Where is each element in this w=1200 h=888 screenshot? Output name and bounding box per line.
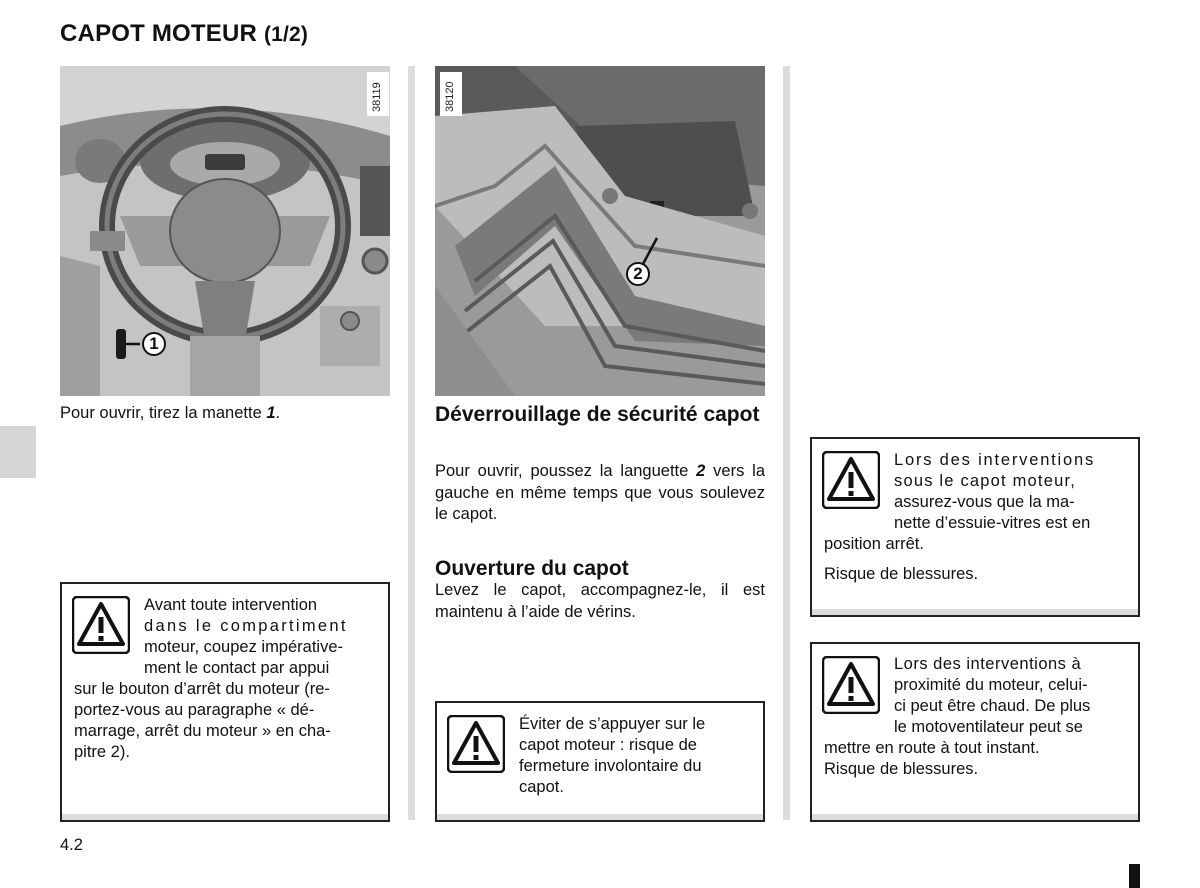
column-separator-2 bbox=[783, 66, 790, 820]
warning-line: ci peut être chaud. De plus bbox=[894, 697, 1091, 715]
column-separator-1 bbox=[408, 66, 415, 820]
warning-triangle-icon bbox=[822, 451, 880, 509]
page-title bbox=[60, 20, 308, 48]
warning-line: Éviter de s’appuyer sur le bbox=[519, 715, 706, 733]
engine-bay-illustration bbox=[435, 66, 765, 396]
warning-line: marrage, arrêt du moteur » en cha- bbox=[74, 722, 331, 740]
warning-line: portez-vous au paragraphe « dé- bbox=[74, 701, 315, 719]
warning-triangle-icon bbox=[822, 656, 880, 714]
paragraph-ref: 2 bbox=[696, 462, 706, 480]
warning-line: sous le capot moteur, bbox=[894, 472, 1077, 490]
image-number-left: 38119 bbox=[371, 82, 383, 112]
dashboard-illustration bbox=[60, 66, 390, 396]
warning-box-engine-off bbox=[60, 582, 390, 822]
section-tab bbox=[0, 426, 36, 478]
page-number: 4.2 bbox=[60, 836, 83, 854]
heading-safety-unlock: Déverrouillage de sécurité capot bbox=[435, 403, 760, 426]
warning-triangle-icon bbox=[447, 715, 505, 773]
warning-line: dans le compartiment bbox=[144, 617, 348, 635]
warning-box-bonnet-lean bbox=[435, 701, 765, 822]
warning-line: Avant toute intervention bbox=[144, 596, 318, 614]
warning-line: Lors des interventions à bbox=[894, 655, 1082, 673]
image-number-right: 38120 bbox=[444, 81, 456, 112]
warning-line: moteur, coupez impérative- bbox=[144, 638, 344, 656]
warning-line: position arrêt. bbox=[824, 535, 924, 553]
warning-line: pitre 2). bbox=[74, 743, 130, 761]
paragraph-open-bonnet: Levez le capot, accompagnez-le, il est maintenu à l’aide de vérins. bbox=[435, 581, 765, 621]
warning-line: Lors des interventions bbox=[894, 451, 1096, 469]
warning-line: mettre en route à tout instant. bbox=[824, 739, 1040, 757]
warning-line: nette d’essuie-vitres est en bbox=[894, 514, 1091, 532]
warning-triangle-icon bbox=[72, 596, 130, 654]
warning-box-wiper bbox=[810, 437, 1140, 617]
paragraph-safety-unlock bbox=[435, 461, 765, 526]
warning-line: assurez-vous que la ma- bbox=[894, 493, 1075, 511]
warning-line: fermeture involontaire du bbox=[519, 757, 702, 775]
warning-line: ment le contact par appui bbox=[144, 659, 330, 677]
caption-end: . bbox=[275, 404, 281, 422]
callout-1: 1 bbox=[142, 332, 166, 356]
warning-risk: Risque de blessures. bbox=[824, 760, 979, 778]
paragraph-text-end: vers la gauche en même temps que vous soulevez le capot. bbox=[435, 462, 766, 523]
warning-line: capot. bbox=[519, 778, 564, 796]
caption-text: Pour ouvrir, tirez la manette bbox=[60, 404, 267, 422]
page-edge-marker bbox=[1129, 864, 1140, 888]
figure-engine-photo bbox=[435, 66, 765, 396]
figure-dashboard-photo bbox=[60, 66, 390, 396]
callout-2: 2 bbox=[626, 262, 650, 286]
warning-box-hot-engine bbox=[810, 642, 1140, 822]
heading-open-bonnet: Ouverture du capot bbox=[435, 557, 629, 580]
page-title-part: (1/2) bbox=[263, 23, 309, 46]
warning-risk: Risque de blessures. bbox=[824, 565, 979, 583]
warning-line: capot moteur : risque de bbox=[519, 736, 697, 754]
warning-line: le motoventilateur peut se bbox=[894, 718, 1083, 736]
warning-line: proximité du moteur, celui- bbox=[894, 676, 1088, 694]
warning-line: sur le bouton d’arrêt du moteur (re- bbox=[74, 680, 330, 698]
paragraph-text: Pour ouvrir, poussez la languette bbox=[435, 462, 697, 480]
caption-open-lever bbox=[60, 403, 390, 425]
caption-ref: 1 bbox=[266, 404, 276, 422]
page-title-text: CAPOT MOTEUR bbox=[60, 20, 258, 47]
